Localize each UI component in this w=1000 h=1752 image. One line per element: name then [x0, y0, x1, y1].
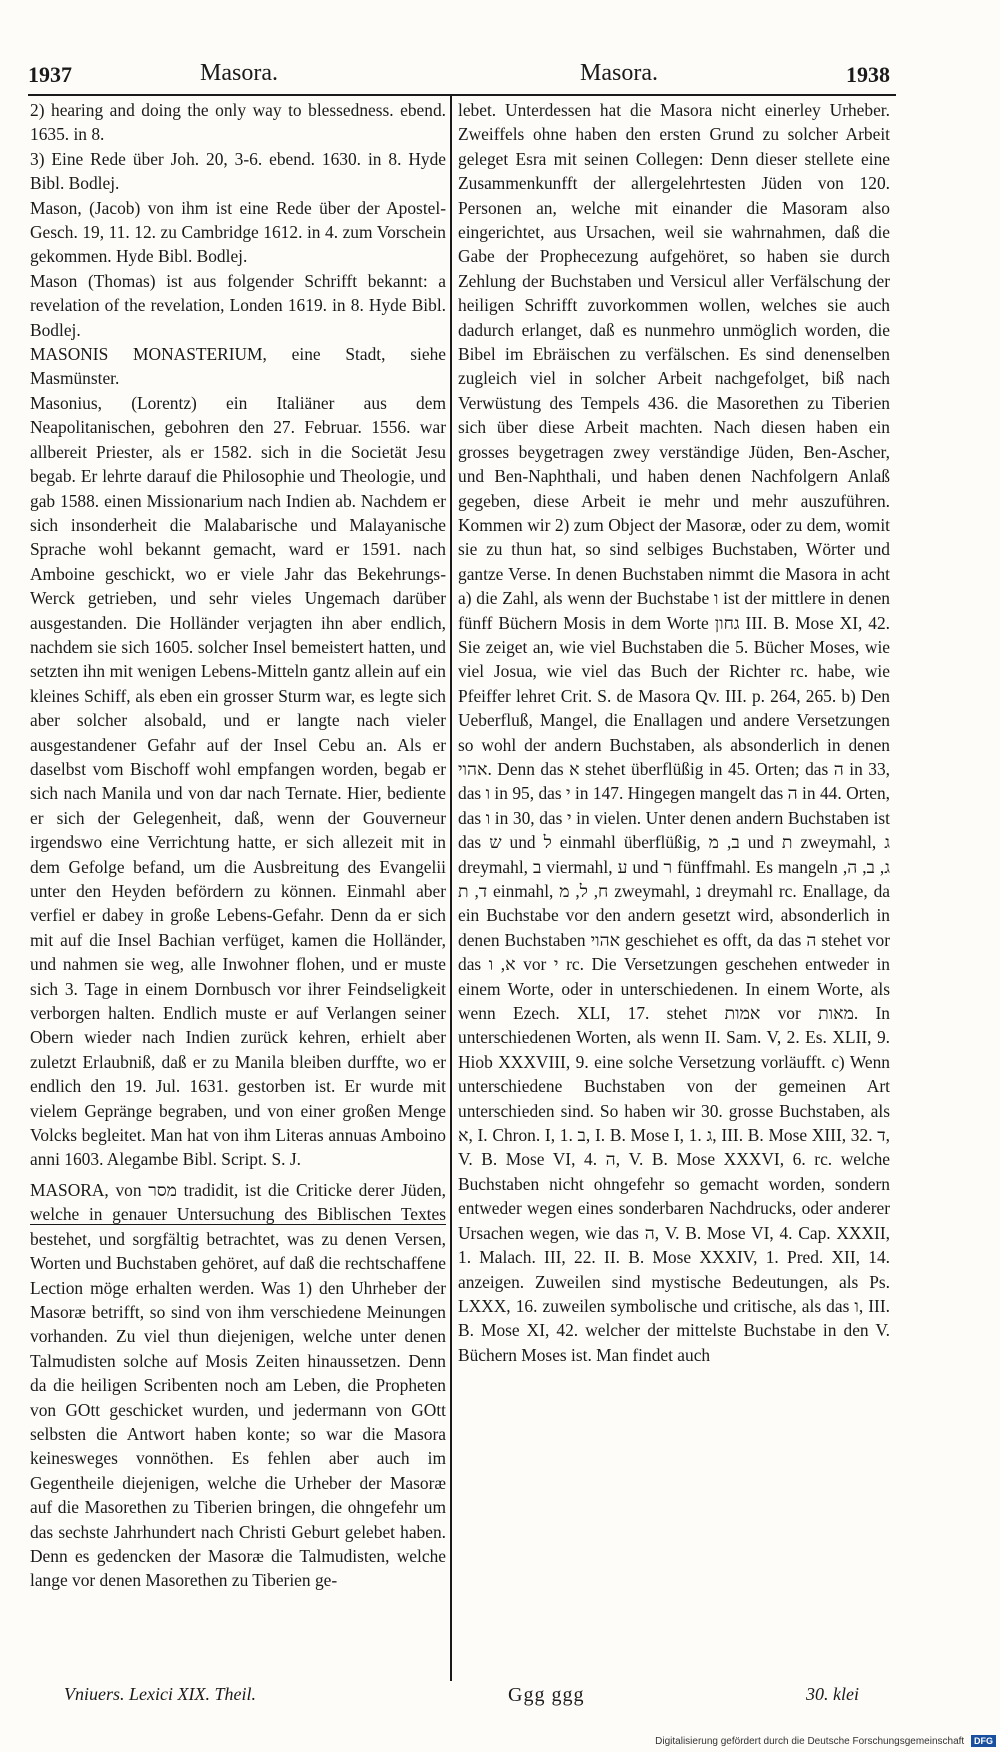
running-title-right: Masora. — [580, 60, 658, 86]
header-rule — [28, 94, 896, 96]
dfg-logo: DFG — [971, 1735, 996, 1747]
left-column — [30, 98, 446, 1678]
left-paragraph: 3) Eine Rede über Joh. 20, 3-6. ebend. 1630. in 8. Hyde Bibl. Bodlej. — [30, 148, 446, 194]
left-paragraph: Mason, (Jacob) von ihm ist eine Rede über der Apostel-Gesch. 19, 11. 12. zu Cambridge 1612. in 4. zum Vorschein gekommen. Hyde Bibl. Bodlej. — [30, 197, 446, 267]
left-paragraph: Masonius, (Lorentz) ein Italiäner aus dem Neapolitanischen, gebohren den 27. Februar. 1556. war allbereit Priester, als er 1582. sich in die Societät Jesu begab. Er lehrte darauf die Philosophie und Theologie, und gab 1588. einen Missionarium nach Indien ab. Nachdem er sich insonderheit die Malabarische und Malayanische Sprache wohl bekannt gemacht, ward er 1591. nach Amboine geschickt, wo er viele Jahr das Bekehrungs-Werck getrieben, und sehr vieles Ungemach darüber ausgestanden. Die Holländer verjagten ihn aber endlich, nachdem sie sich 1605. solcher Insel bemeistert hatten, und setzten ihn mit wenigen Lebens-Mitteln gantz allein auf ein kleines Schiff, als eben ein grosser Sturm war, es legte sich aber solcher alsobald, und er langte nach vieler ausgestandener Gefahr auf der Insel Cebu an. Als er daselbst vom Bischoff wohl empfangen worden, begab er sich nach Manila und von dar nach Ternate. Hier, bediente er sich der Gelegenheit, daß, wenn der Gouverneur irgendswo eine Verrichtung hatte, er sich allezeit mit in dem Gefolge befand, um die Ausbreitung des Evangelii unter den Heyden befördern zu können. Einmahl aber verfiel er dabey in große Lebens-Gefahr. Denn da er sich mit auf die Insel Bachian verfüget, kamen die Holländer, und nahmen sie weg, alle Inwohner flohen, und er muste sich 3. Tage in einem Dornbusch vor ihrer Feindseligkeit verborgen halten. Endlich muste er auf Verlangen seiner Obern wieder nach Indien zurück kehren, erhielt aber zuletzt Erlaubniß, daß er zu Manila bleiben durffte, wo er endlich den 19. Jul. 1631. gestorben ist. Er wurde mit vielem Gepränge begraben, und von einer großen Menge Volcks begleitet. Man hat von ihm Literas annuas Amboino anni 1603. Alegambe Bibl. Script. S. J. — [30, 392, 446, 1170]
gathering-signature: Ggg ggg — [508, 1684, 585, 1706]
page-number-right: 1938 — [846, 62, 890, 87]
left-paragraph: MASONIS MONASTERIUM, eine Stadt, siehe Masmünster. — [30, 344, 446, 389]
column-divider — [450, 96, 452, 1681]
catchword: 30. klei — [806, 1684, 859, 1704]
left-paragraph: Mason (Thomas) ist aus folgender Schrifft bekannt: a revelation of the revelation, Londen 1619. in 8. Hyde Bibl. Bodlej. — [30, 270, 446, 340]
running-title-left: Masora. — [200, 60, 278, 86]
digitization-notice — [620, 1735, 996, 1751]
right-paragraph: lebet. Unterdessen hat die Masora nicht einerley Urheber. Zweiffels ohne haben den ersten Grund zu solcher Arbeit geleget Esra mit seinen Collegen: Denn dieser stellete eine Zusammenkunfft der allergelehrtesten Jüden von 120. Personen an, welche mit einander die Masoram also eingerichtet, aus Ursachen, weil sie wahrnahmen, daß die Gabe der Prophecezung aufgehöret, so haben sie durch Zehlung der Buchstaben und Versicul aller Verfälschung der heiligen Schrifft zuvorkommen wollen, welches sie auch dadurch erlanget, daß es nunmehro unmöglich worden, die Bibel im Ebräischen zu verfälschen. Es sind denenselben zugleich viel in solcher Arbeit nachgefolget, biß nach Verwüstung des Tempels 436. die Masorethen zu Tiberien sich über diese Arbeit machten. Nach diesen haben ein grosses beygetragen zwey verständige Jüden, Ben-Ascher, und Ben-Naphthali, und haben denen Nachfolgern Anlaß gegeben, diese Arbeit ie mehr und mehr auszuführen. Kommen wir 2) zum Object der Masoræ, oder zu dem, womit sie zu thun hat, so sind selbiges Buchstaben, Wörter und gantze Verse. In denen Buchstaben nimmt die Masora in acht a) die Zahl, als wenn der Buchstabe ו ist der mittlere in denen fünff Büchern Mosis in dem Worte גחון III. B. Mose XI, 42. Sie zeiget an, wie viel Buchstaben die 5. Bücher Moses, wie viel Josua, wie viel das Buch der Richter rc. habe, wie Pfeiffer lehret Crit. S. de Masora Qv. III. p. 264, 265. b) Den Ueberfluß, Mangel, die Enallagen und andere Versetzungen so wohl der andern Buchstaben, als absonderlich in denen אהוי. Denn das א stehet überflüßig in 45. Orten; das ה in 33, das ו in 95, das י in 147. Hingegen mangelt das ה in 44. Orten, das ו in 30, das י in vielen. Unter denen andern Buchstaben ist das ש und ל einmahl überflüßig, ב, מ und ת zweymahl, ג dreymahl, ב viermahl, ע und ר fünffmahl. Es mangeln ג, ב, ה, ד, ת einmahl, ח, ל, מ zweymahl, נ dreymahl rc. Enallage, da ein Buchstabe vor den andern gesetzt wird, absonderlich in denen Buchstaben אהוי geschiehet es offt, da das ה stehet vor das א, ו vor י rc. Die Versetzungen geschehen entweder in einem Worte, oder in unterschiedenen. In einem Worte, als wenn Ezech. XLI, 17. stehet אמות vor מאות. In unterschiedenen Worten, als wenn II. Sam. V, 2. Es. XLII, 9. Hiob XXXVIII, 9. eine solche Versetzung vorläufft. c) Wenn unterschiedene Buchstaben von der gemeinen Art unterschieden sind. So haben wir 30. grosse Buchstaben, als א, I. Chron. I, 1. ב, I. B. Mose I, 1. ג, III. B. Mose XIII, 32. ד, V. B. Mose VI, 4. ה, V. B. Mose XXXVI, 6. rc. welche Buchstaben nicht ohngefehr so gemacht worden, sondern entweder wegen eines sonderbaren Nachdrucks, oder anderer Ursachen wegen, wie das ה, V. B. Mose VI, 4. Cap. XXXII, 1. Malach. III, 22. II. B. Mose XXXIV, 1. Pred. XII, 14. anzeigen. Zuweilen sind mystische Bedeutungen, als Ps. LXXX, 16. zuweilen symbolische und critische, als das ו, III. B. Mose XI, 42. welcher der mittelste Buchstabe in den V. Büchern Moses ist. Man findet auch — [458, 100, 890, 1365]
digitization-text: Digitalisierung gefördert durch die Deutsche Forschungsgemeinschaft — [655, 1736, 965, 1747]
volume-signature: Vniuers. Lexici XIX. Theil. — [64, 1684, 256, 1704]
page-footer — [0, 1684, 1000, 1714]
page-number-left: 1937 — [28, 62, 72, 87]
right-column — [458, 98, 890, 1678]
left-paragraph: 2) hearing and doing the only way to blessedness. ebend. 1635. in 8. — [30, 100, 446, 145]
left-paragraph: MASORA, von מסר tradidit, ist die Criticke derer Jüden, welche in genauer Untersuchung des Biblischen Textes bestehet, und sorgfältig betrachtet, was zu denen Versen, Worten und Buchstaben gehöret, auf daß die rechtschaffene Lection möge erhalten werden. Was 1) den Uhrheber der Masoræ betrifft, so sind von ihm verschiedene Meinungen vorhanden. Zu viel thun diejenigen, welche unter denen Talmudisten solche auf Mosis Zeiten hinaussetzen. Denn da die heiligen Scribenten noch am Leben, die Propheten von GOtt geschicket wurden, und jedermann von GOtt selbsten die Antwort haben konte; so war die Masora keinesweges vonnöthen. Es fehlen aber auch im Gegentheile diejenigen, welche die Urheber der Masoræ auf die Masorethen zu Tiberien bringen, die ohngefehr um das sechste Jahrhundert nach Christi Geburt gelebet haben. Denn es gedencken der Masoræ die Talmudisten, welche lange vor denen Masorethen zu Tiberien ge- — [30, 1179, 446, 1591]
page-header — [28, 58, 890, 90]
